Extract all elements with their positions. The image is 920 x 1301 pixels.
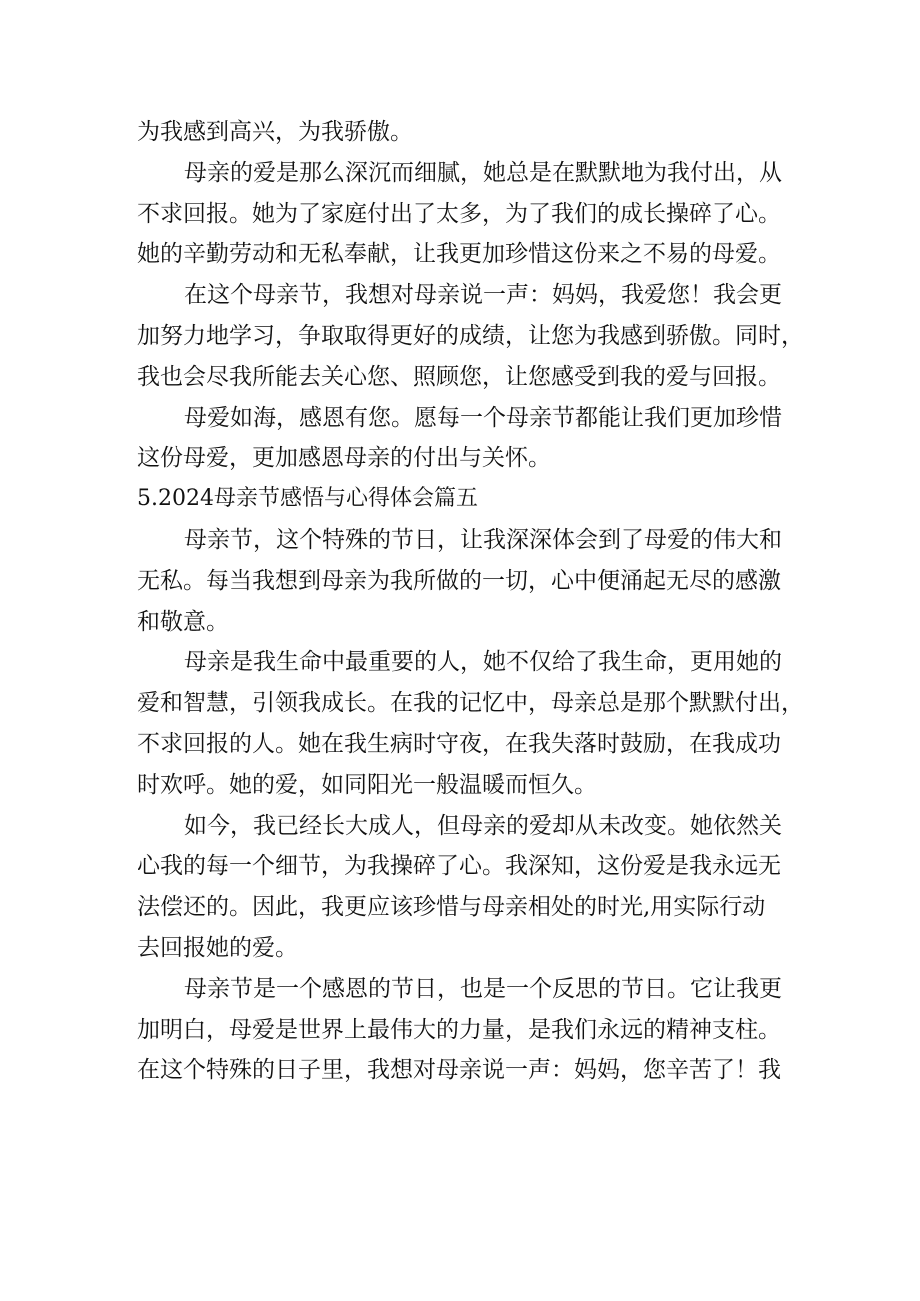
text-line: 这份母爱，更加感恩母亲的付出与关怀。 xyxy=(137,445,551,472)
text-line: 她的辛勤劳动和无私奉献，让我更加珍惜这份来之不易的母爱。 xyxy=(137,241,781,268)
text-line: 母爱如海，感恩有您。愿每一个母亲节都能让我们更加珍惜 xyxy=(184,404,782,431)
document-body xyxy=(137,112,804,1091)
text-line: 在这个特殊的日子里，我想对母亲说一声：妈妈，您辛苦了！我 xyxy=(137,1057,781,1084)
text-line: 在这个母亲节，我想对母亲说一声：妈妈，我爱您！我会更 xyxy=(184,282,782,309)
text-line: 为我感到高兴，为我骄傲。 xyxy=(137,119,413,145)
section-heading: 5.2024母亲节感悟与心得体会篇五 xyxy=(137,486,478,512)
text-line: 加明白，母爱是世界上最伟大的力量，是我们永远的精神支柱。 xyxy=(137,1016,781,1043)
text-line: 不求回报。她为了家庭付出了太多，为了我们的成长操碎了心。 xyxy=(137,200,781,227)
text-line: 去回报她的爱。 xyxy=(137,934,298,961)
text-line: 我也会尽我所能去关心您、照顾您，让您感受到我的爱与回报。 xyxy=(137,363,781,390)
text-line: 母亲的爱是那么深沉而细腻，她总是在默默地为我付出，从 xyxy=(184,159,782,186)
text-line: 不求回报的人。她在我生病时守夜，在我失落时鼓励，在我成功 xyxy=(137,730,781,757)
text-line: 母亲是我生命中最重要的人，她不仅给了我生命，更用她的 xyxy=(184,649,782,676)
text-line: 母亲节是一个感恩的节日，也是一个反思的节日。它让我更 xyxy=(184,975,782,1002)
text-line: 加努力地学习，争取取得更好的成绩，让您为我感到骄傲。同时， xyxy=(137,322,804,349)
text-line: 爱和智慧，引领我成长。在我的记忆中，母亲总是那个默默付出， xyxy=(137,690,804,717)
text-line: 母亲节，这个特殊的节日，让我深深体会到了母爱的伟大和 xyxy=(184,526,782,553)
text-line: 时欢呼。她的爱，如同阳光一般温暖而恒久。 xyxy=(137,771,597,798)
text-line: 无私。每当我想到母亲为我所做的一切，心中便涌起无尽的感激 xyxy=(137,567,781,594)
text-line: 心我的每一个细节，为我操碎了心。我深知，这份爱是我永远无 xyxy=(137,853,781,880)
text-line: 法偿还的。因此，我更应该珍惜与母亲相处的时光,用实际行动 xyxy=(137,894,766,921)
text-line: 和敬意。 xyxy=(137,608,229,635)
text-line: 如今，我已经长大成人，但母亲的爱却从未改变。她依然关 xyxy=(184,812,782,839)
